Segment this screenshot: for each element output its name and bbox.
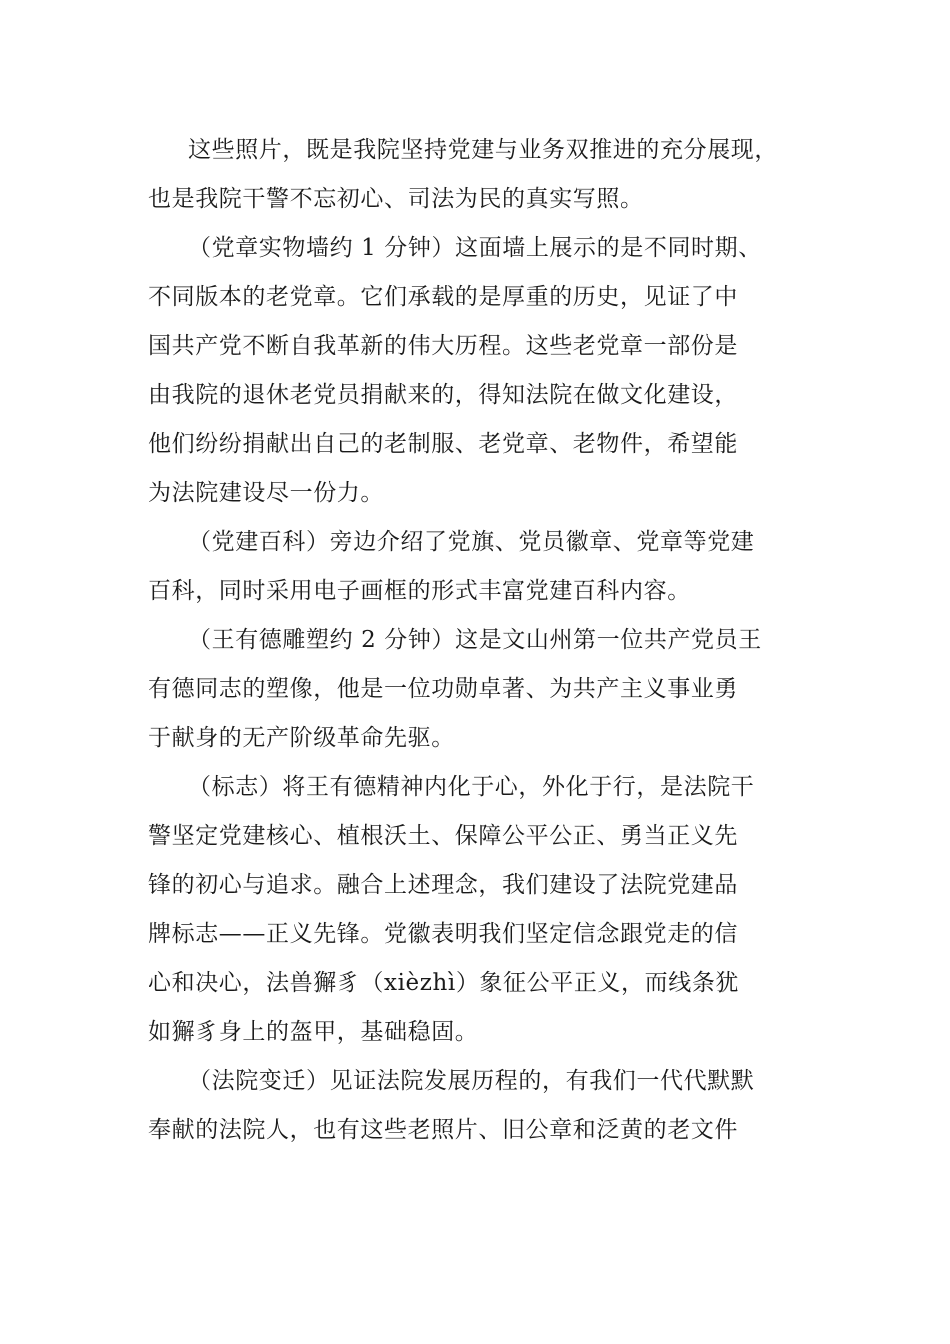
paragraph-line: 奉献的法院人，也有这些老照片、旧公章和泛黄的老文件 <box>148 1117 738 1143</box>
paragraph-line: 由我院的退休老党员捐献来的，得知法院在做文化建设， <box>148 382 738 408</box>
paragraph-line: 于献身的无产阶级革命先驱。 <box>148 725 455 751</box>
paragraph-line: 这些照片，既是我院坚持党建与业务双推进的充分展现， <box>188 137 778 163</box>
paragraph-line: （王有德雕塑约 2 分钟）这是文山州第一位共产党员王 <box>188 627 762 653</box>
paragraph-line: （法院变迁）见证法院发展历程的，有我们一代代默默 <box>188 1068 755 1094</box>
paragraph-line: 锋的初心与追求。融合上述理念，我们建设了法院党建品 <box>148 872 738 898</box>
paragraph-line: 警坚定党建核心、植根沃土、保障公平公正、勇当正义先 <box>148 823 738 849</box>
paragraph-line: 有德同志的塑像，他是一位功勋卓著、为共产主义事业勇 <box>148 676 738 702</box>
paragraph-line: （党章实物墙约 1 分钟）这面墙上展示的是不同时期、 <box>188 235 762 261</box>
paragraph-line: 也是我院干警不忘初心、司法为民的真实写照。 <box>148 186 644 212</box>
paragraph-line: 牌标志——正义先锋。党徽表明我们坚定信念跟党走的信 <box>148 921 738 947</box>
paragraph-line: 心和决心，法兽獬豸（xièzhì）象征公平正义，而线条犹 <box>148 970 740 996</box>
paragraph-line: 他们纷纷捐献出自己的老制服、老党章、老物件，希望能 <box>148 431 738 457</box>
paragraph-line: （标志）将王有德精神内化于心，外化于行，是法院干 <box>188 774 755 800</box>
paragraph-line: 国共产党不断自我革新的伟大历程。这些老党章一部份是 <box>148 333 738 359</box>
paragraph-line: 为法院建设尽一份力。 <box>148 480 384 506</box>
paragraph-line: 不同版本的老党章。它们承载的是厚重的历史，见证了中 <box>148 284 738 310</box>
paragraph-line: 百科，同时采用电子画框的形式丰富党建百科内容。 <box>148 578 691 604</box>
paragraph-line: 如獬豸身上的盔甲，基础稳固。 <box>148 1019 479 1045</box>
paragraph-line: （党建百科）旁边介绍了党旗、党员徽章、党章等党建 <box>188 529 755 555</box>
